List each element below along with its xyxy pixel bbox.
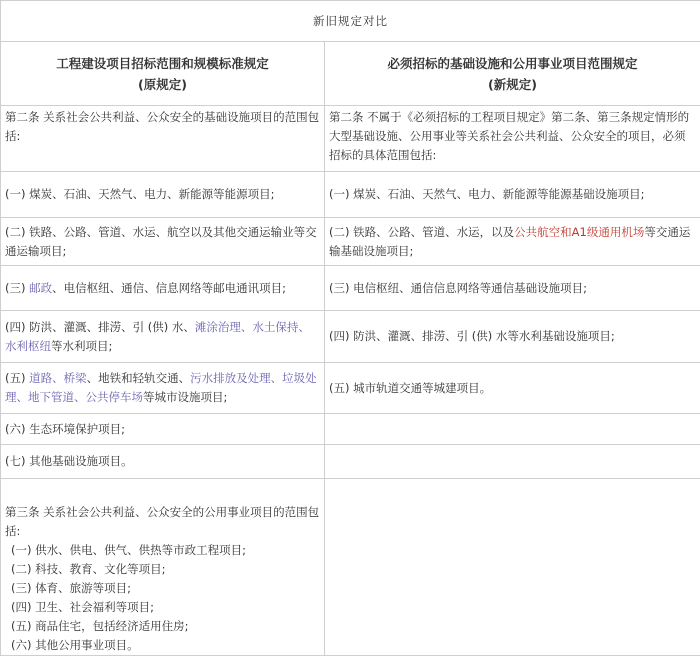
new-rule-header [325, 42, 700, 106]
old-article3-item: (二) 科技、教育、文化等项目; [5, 560, 320, 579]
old-item-5-c: 、地铁和轻轨交通、 [87, 371, 191, 385]
old-article3-item: (六) 其他公用事业项目。 [5, 636, 320, 655]
old-item-4-c: 等水利项目; [51, 339, 112, 353]
old-article3-item: (三) 体育、旅游等项目; [5, 579, 320, 598]
old-item-6: (六) 生态环境保护项目; [1, 414, 325, 445]
new-item-1: (一) 煤炭、石油、天然气、电力、新能源等能源基础设施项目; [325, 172, 700, 218]
new-item-2-c: 等交通运输基础设施项目; [329, 225, 690, 258]
old-article3-item: (五) 商品住宅，包括经济适用住房; [5, 617, 320, 636]
title-row [1, 1, 700, 42]
old-article2 [1, 106, 325, 172]
new-article2-text: 不属于《必须招标的工程项目规定》第二条、第三条规定情形的大型基础设施、公用事业等关系社会公共利益、公众安全的项目，必须招标的具体范围包括: [329, 110, 689, 162]
old-article3-intro [5, 503, 320, 541]
new-rule-tag: (新规定) [329, 74, 696, 95]
article3-row [1, 479, 700, 656]
new-article2 [325, 106, 700, 172]
old-item-1: (一) 煤炭、石油、天然气、电力、新能源等能源项目; [1, 172, 325, 218]
new-item-4: (四) 防洪、灌溉、排涝、引 (供) 水等水利基础设施项目; [325, 311, 700, 363]
new-item-5: (五) 城市轨道交通等城建项目。 [325, 363, 700, 414]
item-row-5 [1, 363, 700, 414]
old-item-5-e: 等城市设施项目; [143, 390, 227, 404]
old-rule-tag: (原规定) [5, 74, 320, 95]
old-item-3-c: 、电信枢纽、通信、信息网络等邮电通讯项目; [52, 281, 286, 295]
new-item-3: (三) 电信枢纽、通信信息网络等通信基础设施项目; [325, 266, 700, 311]
old-article2-lead: 第二条 [5, 110, 40, 124]
old-article3-lead: 第三条 [5, 505, 40, 519]
new-item-2 [325, 218, 700, 266]
old-rule-header [1, 42, 325, 106]
item-row-1 [1, 172, 700, 218]
old-item-5-removed-1: 道路、桥梁 [29, 371, 87, 385]
old-article2-text: 关系社会公共利益、公众安全的基础设施项目的范围包括: [5, 110, 319, 143]
item-row-3 [1, 266, 700, 311]
old-item-4-a: (四) 防洪、灌溉、排涝、引 (供) 水、 [5, 320, 195, 334]
old-item-4 [1, 311, 325, 363]
old-item-2: (二) 铁路、公路、管道、水运、航空以及其他交通运输业等交通运输项目; [1, 218, 325, 266]
new-item-2-added: 公共航空和A1级通用机场 [514, 225, 644, 239]
item-row-6 [1, 414, 700, 445]
old-article3 [1, 479, 325, 656]
old-item-5 [1, 363, 325, 414]
old-item-5-removed-2: 污水排放及处理、垃圾处理、地下管道、公共停车场 [5, 371, 317, 404]
old-article3-text: 关系社会公共利益、公众安全的公用事业项目的范围包括: [5, 505, 319, 538]
item-row-7 [1, 445, 700, 479]
item-row-2 [1, 218, 700, 266]
old-item-5-a: (五) [5, 371, 29, 385]
new-item-6-empty [325, 414, 700, 445]
new-item-2-a: (二) 铁路、公路、管道、水运，以及 [329, 225, 514, 239]
header-row [1, 42, 700, 106]
new-article3-empty [325, 479, 700, 656]
article2-row [1, 106, 700, 172]
new-article2-lead: 第二条 [329, 110, 364, 124]
old-item-3-removed: 邮政 [29, 281, 52, 295]
new-rule-name: 必须招标的基础设施和公用事业项目范围规定 [329, 53, 696, 74]
new-item-7-empty [325, 445, 700, 479]
page-title: 新旧规定对比 [1, 1, 700, 42]
old-item-7: (七) 其他基础设施项目。 [1, 445, 325, 479]
old-item-3 [1, 266, 325, 311]
item-row-4 [1, 311, 700, 363]
old-article3-item: (一) 供水、供电、供气、供热等市政工程项目; [5, 541, 320, 560]
old-article3-item: (四) 卫生、社会福利等项目; [5, 598, 320, 617]
old-item-3-a: (三) [5, 281, 29, 295]
old-rule-name: 工程建设项目招标范围和规模标准规定 [5, 53, 320, 74]
old-item-4-removed: 滩涂治理、水土保持、水利枢纽 [5, 320, 310, 353]
